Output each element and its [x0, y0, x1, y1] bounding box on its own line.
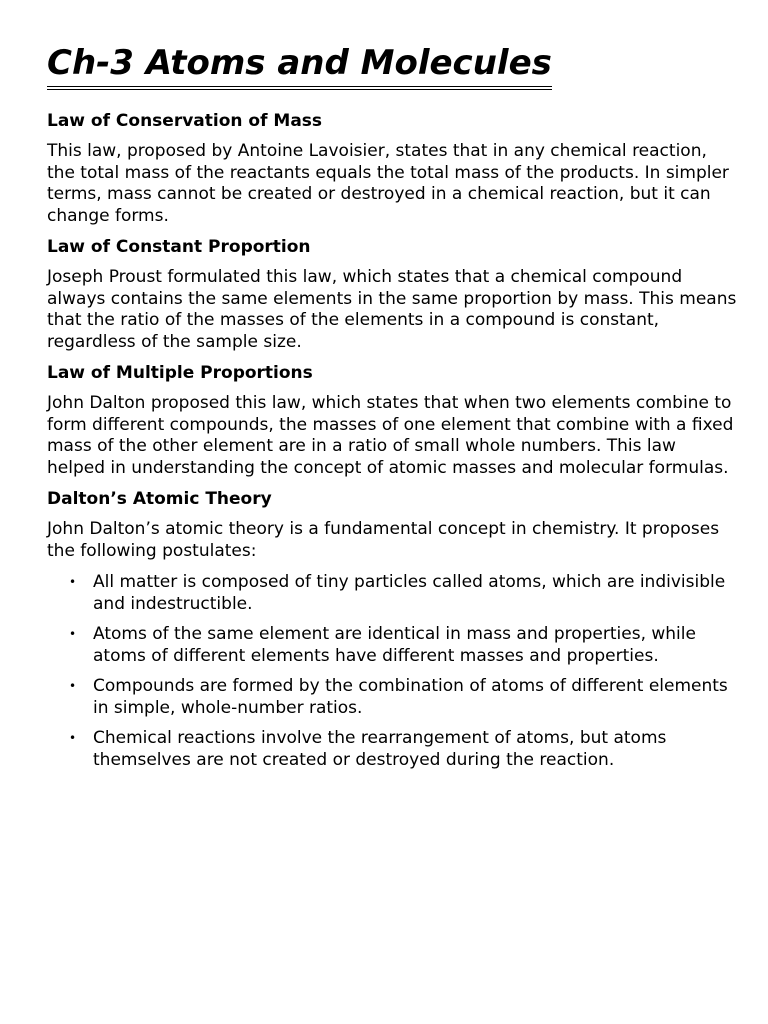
section-heading: Law of Multiple Proportions: [47, 363, 313, 383]
document-page: [47, 40, 737, 771]
section-heading: Law of Constant Proportion: [47, 237, 311, 257]
title-double-underline: [47, 86, 552, 90]
list-item-text: Chemical reactions involve the rearrangement of atoms, but atoms themselves are not created or destroyed during the reaction.: [93, 728, 667, 770]
list-item: [47, 624, 737, 667]
section-heading: Law of Conservation of Mass: [47, 111, 323, 131]
list-item: [47, 728, 737, 771]
section-constant-proportion: [47, 236, 737, 353]
document-title: [47, 40, 552, 88]
bullet-icon: •: [69, 679, 77, 693]
list-item: [47, 676, 737, 719]
section-conservation-of-mass: [47, 110, 737, 227]
bullet-icon: •: [69, 731, 77, 745]
list-item-text: Compounds are formed by the combination of atoms of different elements in simple, whole-number ratios.: [93, 676, 728, 718]
section-heading: Dalton’s Atomic Theory: [47, 489, 272, 509]
bullet-icon: •: [69, 575, 77, 589]
section-body: John Dalton proposed this law, which states that when two elements combine to form different compounds, the masses of one element that combine with a fixed mass of the other element are in a ratio of small whole numbers. This law helped in understanding the concept of atomic masses and molecular formulas.: [47, 393, 734, 478]
bullet-icon: •: [69, 627, 77, 641]
postulates-list: [47, 572, 737, 771]
section-body: John Dalton’s atomic theory is a fundamental concept in chemistry. It proposes the following postulates:: [47, 519, 720, 561]
section-multiple-proportions: [47, 362, 737, 479]
list-item-text: All matter is composed of tiny particles called atoms, which are indivisible and indestructible.: [93, 572, 726, 614]
list-item-text: Atoms of the same element are identical in mass and properties, while atoms of different elements have different masses and properties.: [93, 624, 696, 666]
section-body: Joseph Proust formulated this law, which states that a chemical compound always contains the same elements in the same proportion by mass. This means that the ratio of the masses of the elements in a compound is constant, regardless of the sample size.: [47, 267, 737, 352]
section-body: This law, proposed by Antoine Lavoisier, states that in any chemical reaction, the total mass of the reactants equals the total mass of the products. In simpler terms, mass cannot be created or destroyed in a chemical reaction, but it can change forms.: [47, 141, 729, 226]
document-title-text: Ch-3 Atoms and Molecules: [47, 43, 552, 83]
section-daltons-atomic-theory: [47, 488, 737, 771]
list-item: [47, 572, 737, 615]
